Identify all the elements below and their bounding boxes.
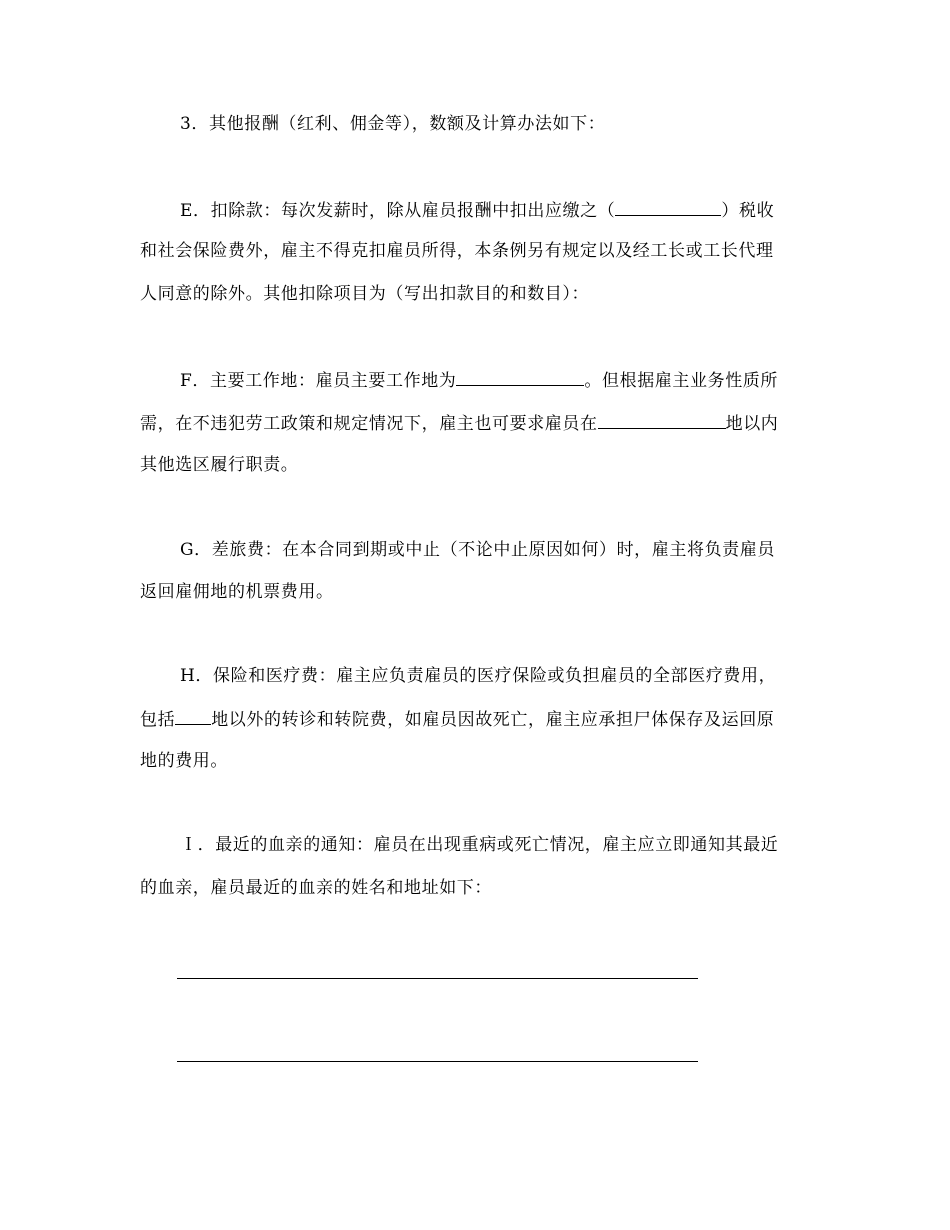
tax-blank[interactable] — [615, 199, 721, 216]
work-location-blank[interactable] — [456, 369, 584, 386]
clause-e-line-3: 人同意的除外。其他扣除项目为（写出扣款目的和数目）： — [140, 284, 590, 304]
clause-e-text-b: ）税收 — [721, 201, 775, 221]
clause-e-line-2: 和社会保险费外，雇主不得克扣雇员所得，本条例另有规定以及经工长或工长代理 — [140, 241, 774, 261]
clause-h-text-b: 地以外的转诊和转院费，如雇员因故死亡，雇主应承担尸体保存及运回原 — [211, 710, 775, 730]
clause-h-line-3: 地的费用。 — [140, 751, 228, 771]
referral-region-blank[interactable] — [175, 708, 211, 725]
clause-e-line-1 — [180, 199, 830, 222]
clause-i-line-2: 的血亲，雇员最近的血亲的姓名和地址如下： — [140, 878, 492, 898]
clause-g-line-2: 返回雇佣地的机票费用。 — [140, 582, 334, 602]
region-blank[interactable] — [598, 412, 726, 429]
clause-i-line-1: Ｉ．最近的血亲的通知：雇员在出现重病或死亡情况，雇主应立即通知其最近 — [180, 835, 779, 855]
clause-f-line-1 — [180, 369, 830, 392]
clause-f-text-b: 。但根据雇主业务性质所 — [584, 371, 779, 391]
clause-f-line-2 — [140, 412, 830, 435]
clause-3-line-1: 3．其他报酬（红利、佣金等），数额及计算办法如下： — [180, 114, 606, 134]
clause-g-line-1: G．差旅费：在本合同到期或中止（不论中止原因如何）时，雇主将负责雇员 — [180, 540, 775, 560]
clause-f-line-3: 其他选区履行职责。 — [140, 455, 299, 475]
clause-f-text-c: 需，在不违犯劳工政策和规定情况下，雇主也可要求雇员在 — [140, 414, 598, 434]
next-of-kin-address-line[interactable] — [177, 1061, 698, 1062]
clause-h-text-a: 包括 — [140, 710, 176, 730]
clause-f-text-d: 地以内 — [725, 414, 779, 434]
clause-e-text-a: E．扣除款：每次发薪时，除从雇员报酬中扣出应缴之（ — [180, 201, 616, 221]
clause-h-line-2 — [140, 708, 830, 731]
clause-h-line-1: H．保险和医疗费：雇主应负责雇员的医疗保险或负担雇员的全部医疗费用， — [180, 666, 777, 686]
next-of-kin-name-line[interactable] — [177, 978, 698, 979]
clause-f-text-a: F．主要工作地：雇员主要工作地为 — [180, 371, 457, 391]
